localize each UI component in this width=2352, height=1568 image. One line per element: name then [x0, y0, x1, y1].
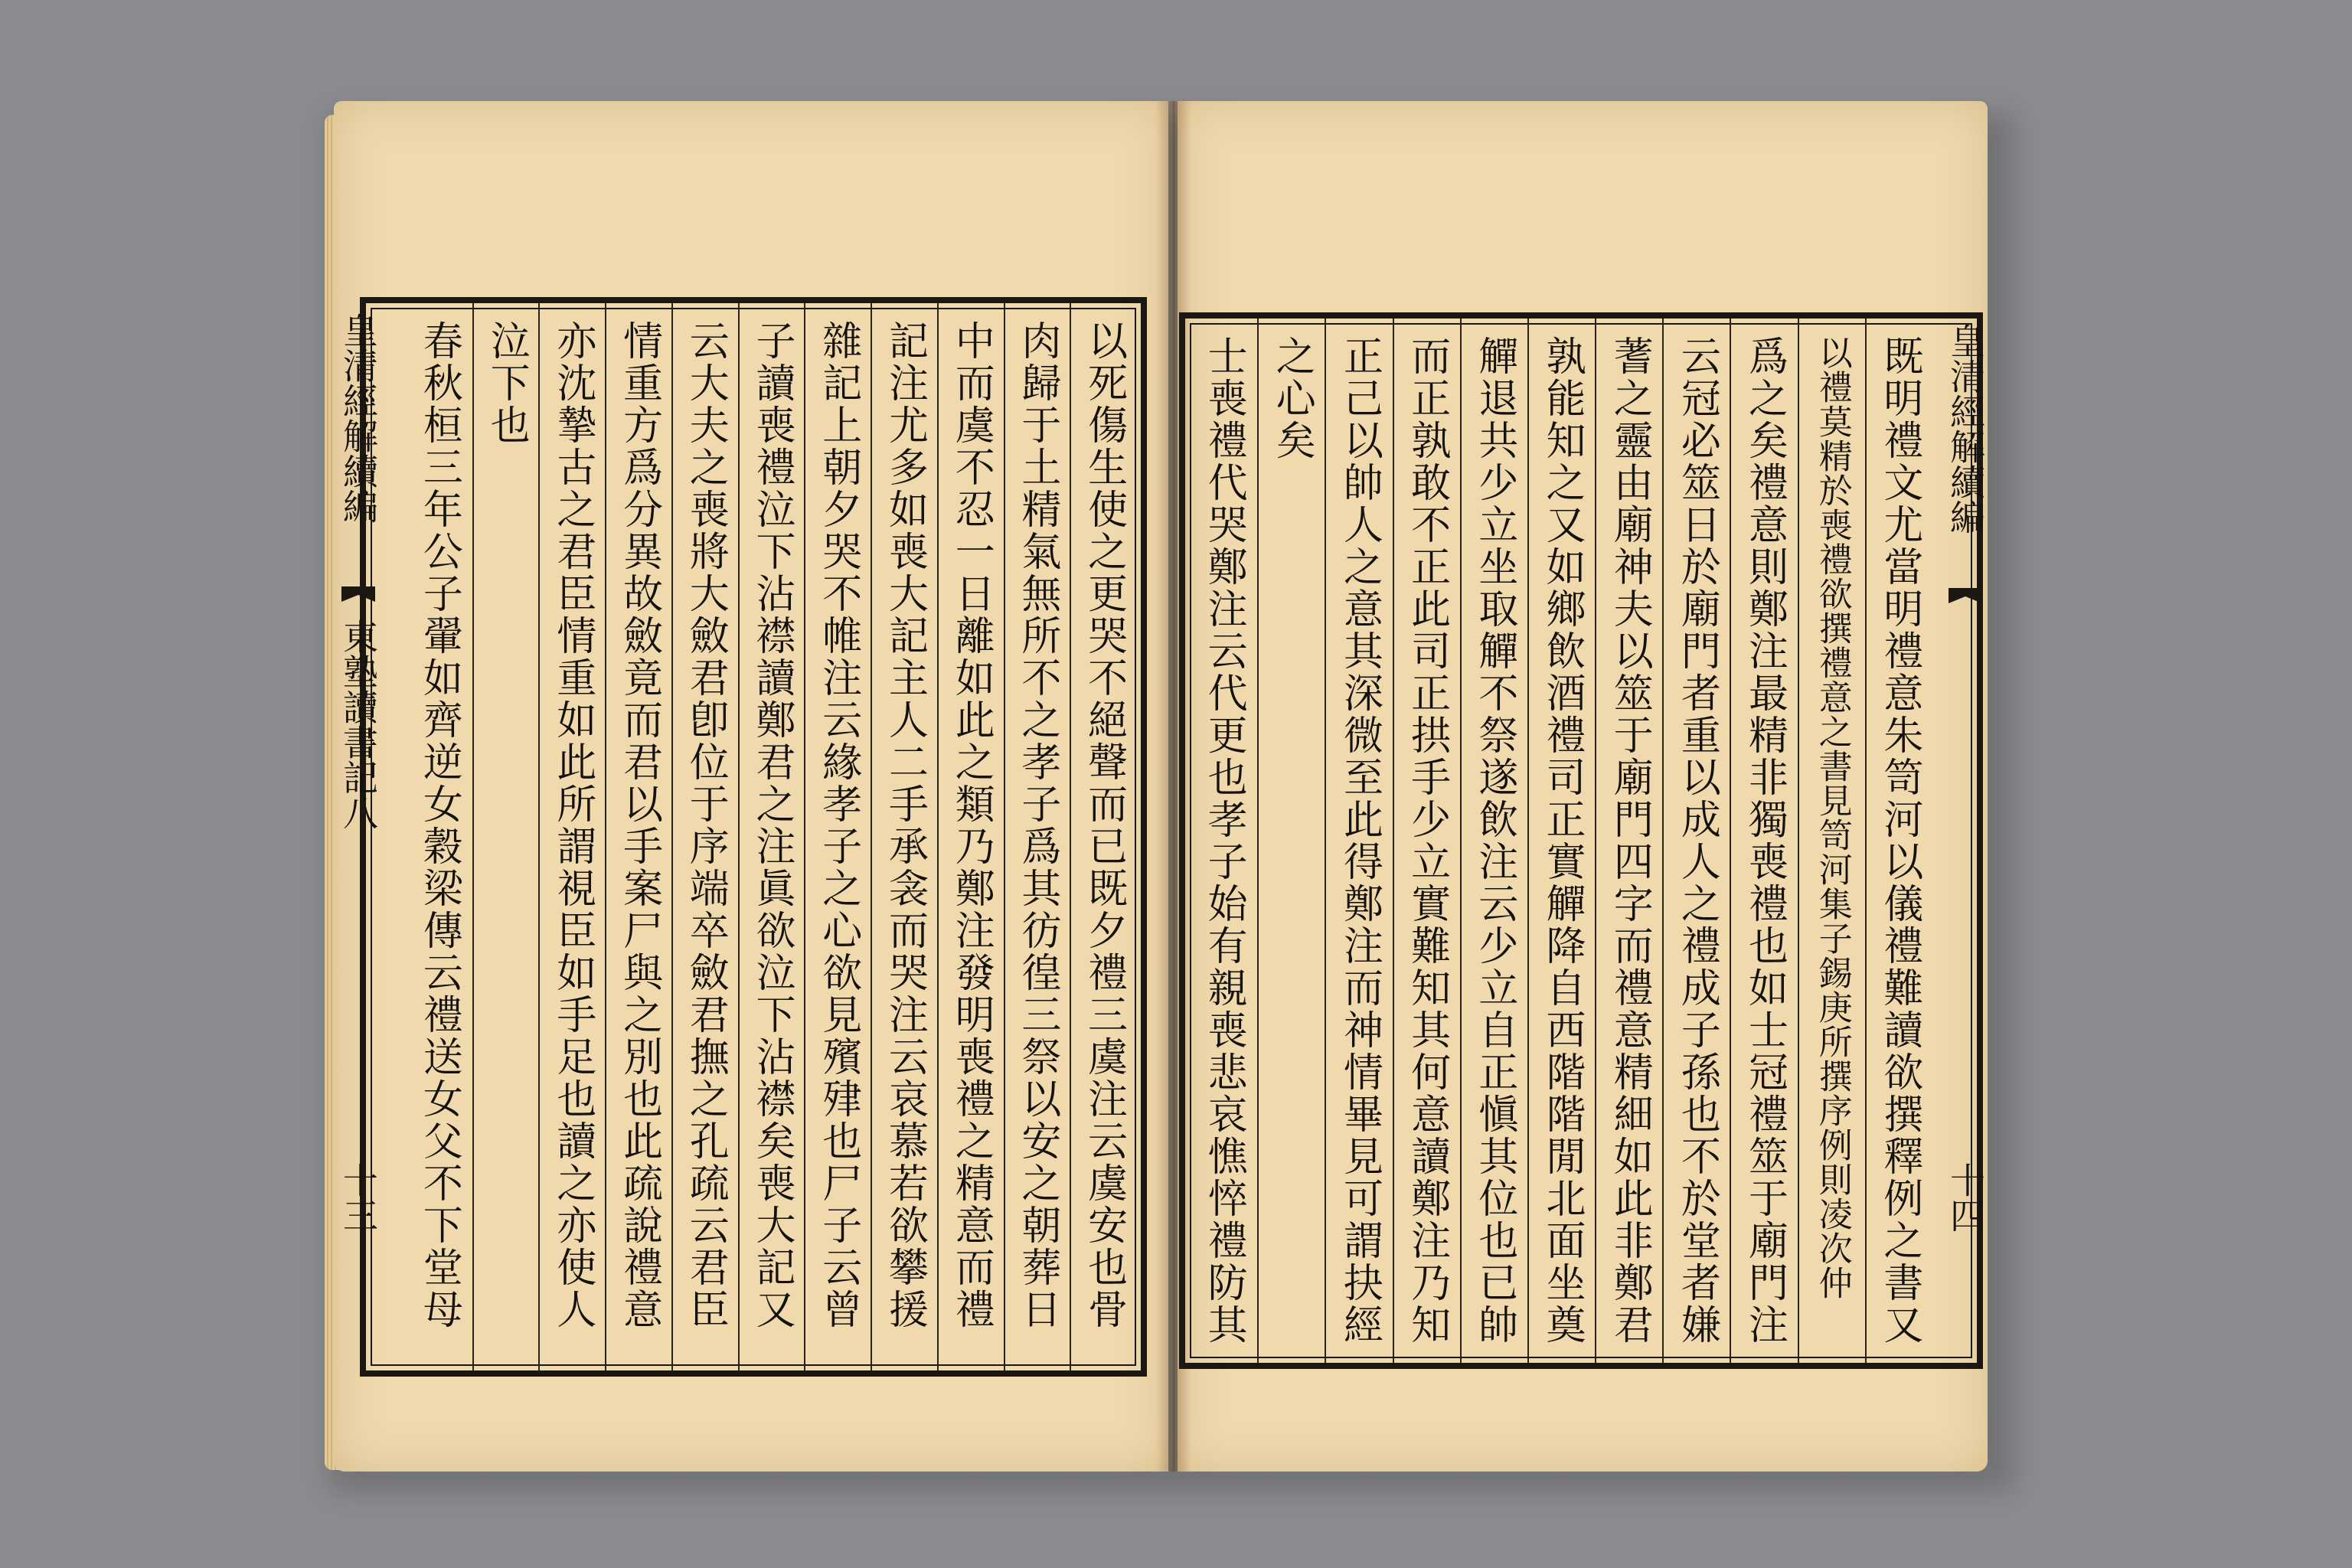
- right-column-text: 爲之矣禮意則鄭注最精非獨喪禮也如士冠禮筮于廟門注: [1741, 335, 1788, 1346]
- left-column-text: 云大夫之喪將大斂君卽位于序端卒斂君撫之孔疏云君臣: [682, 320, 729, 1331]
- right-column-text: 孰能知之又如鄉飲酒禮司正實觶降自西階階閒北面坐奠: [1539, 335, 1585, 1346]
- left-text-column: [871, 303, 937, 1370]
- left-text-column: [671, 303, 738, 1370]
- left-text-frame: [360, 297, 1147, 1377]
- right-margin-strip: [1945, 312, 1986, 1369]
- right-text-column: [1662, 318, 1730, 1363]
- right-column-text: 而正孰敢不正此司正拱手少立實難知其何意讀鄭注乃知: [1403, 335, 1450, 1346]
- right-column-text: 之心矣: [1269, 335, 1315, 462]
- right-margin-title: 皇清經解續編: [1945, 323, 1986, 534]
- right-text-frame: [1179, 312, 1986, 1369]
- right-page-number: 十四: [1945, 1162, 1986, 1233]
- right-text-column: [1257, 318, 1325, 1363]
- right-text-column: [1527, 318, 1595, 1363]
- left-column-text: 記注尤多如喪大記主人二手承衾而哭注云哀慕若欲攀援: [881, 320, 928, 1331]
- left-text-column: [1070, 303, 1136, 1370]
- right-text-column: [1325, 318, 1392, 1363]
- left-column-text: 春秋桓三年公子翬如齊逆女穀梁傳云禮送女父不下堂母: [416, 320, 462, 1331]
- left-margin-title: 皇清經解續編: [338, 312, 379, 524]
- left-column-text: 雜記上朝夕哭不帷注云緣孝子之心欲見殯肂也尸子云曾: [815, 320, 861, 1331]
- right-text-column: [1865, 318, 1932, 1363]
- left-text-column: [804, 303, 871, 1370]
- right-column-text: 士喪禮代哭鄭注云代更也孝子始有親喪悲哀憔悴禮防其: [1200, 335, 1247, 1346]
- right-text-column: [1190, 318, 1257, 1363]
- left-margin-subtitle: 東塾讀書記八: [338, 619, 379, 830]
- left-column-text: 子讀喪禮泣下沾襟讀鄭君之注眞欲泣下沾襟矣喪大記又: [749, 320, 795, 1331]
- left-column-text: 泣下也: [483, 320, 530, 446]
- right-text-column: [1393, 318, 1460, 1363]
- left-text-column: [406, 303, 472, 1370]
- left-text-column: [605, 303, 671, 1370]
- left-text-column: [738, 303, 805, 1370]
- left-column-text: 情重方爲分異故斂竟而君以手案尸與之別也此疏說禮意: [616, 320, 662, 1331]
- right-fish-tail: [1949, 588, 1982, 603]
- right-column-text: 云冠必筮日於廟門者重以成人之禮成子孫也不於堂者嫌: [1674, 335, 1720, 1346]
- left-column-text: 肉歸于土精氣無所不之孝子爲其彷徨三祭以安之朝葬日: [1014, 320, 1060, 1331]
- right-column-text: 既明禮文尤當明禮意朱笥河以儀禮難讀欲撰釋例之書又: [1876, 335, 1922, 1346]
- right-text-column: [1730, 318, 1797, 1363]
- right-column-text: 以禮莫精於喪禮欲撰禮意之書見笥河集子錫庚所撰序例則凌次仲: [1812, 335, 1852, 1300]
- right-column-text: 觶退共少立坐取觶不祭遂飲注云少立自正愼其位也已帥: [1471, 335, 1517, 1346]
- left-text-column: [937, 303, 1004, 1370]
- right-text-column: [1798, 318, 1865, 1363]
- left-text-column: [1004, 303, 1070, 1370]
- right-column-text: 蓍之靈由廟神夫以筮于廟門四字而禮意精細如此非鄭君: [1606, 335, 1653, 1346]
- left-text-column: [538, 303, 605, 1370]
- left-text-column: [472, 303, 539, 1370]
- left-column-text: 以死傷生使之更哭不絕聲而已既夕禮三虞注云虞安也骨: [1080, 320, 1127, 1331]
- left-page-number: 十三: [338, 1162, 379, 1233]
- right-text-column: [1595, 318, 1662, 1363]
- left-column-text: 中而虞不忍一日離如此之類乃鄭注發明喪禮之精意而禮: [948, 320, 995, 1331]
- left-margin-strip: [334, 297, 383, 1377]
- right-column-text: 正己以帥人之意其深微至此得鄭注而神情畢見可謂抉經: [1336, 335, 1383, 1346]
- left-column-text: 亦沈摯古之君臣情重如此所謂視臣如手足也讀之亦使人: [549, 320, 596, 1331]
- left-fish-tail: [341, 586, 375, 602]
- right-text-column: [1460, 318, 1527, 1363]
